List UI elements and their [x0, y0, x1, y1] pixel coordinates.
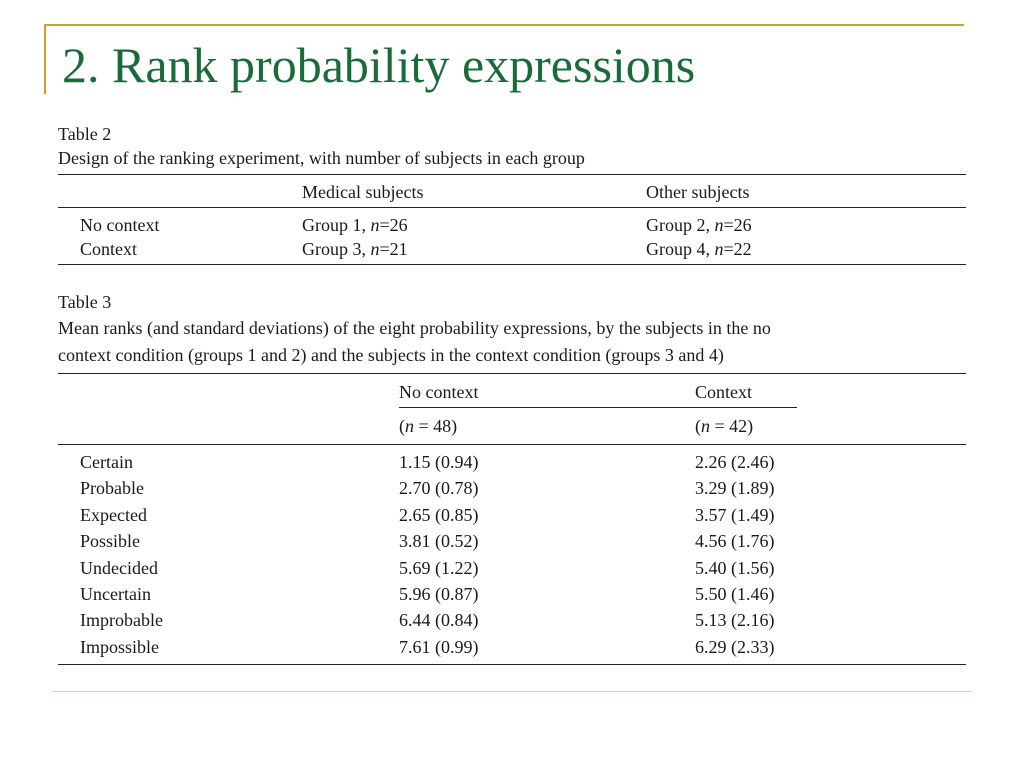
table3-cell-context: 3.29 (1.89) [695, 478, 775, 499]
table3-caption-line1: Mean ranks (and standard deviations) of the eight probability expressions, by the subjects in the no [58, 318, 771, 338]
table2-row-label: Context [80, 239, 137, 259]
table3-cell-context: 3.57 (1.49) [695, 504, 775, 525]
table3-cell-no-context: 5.96 (0.87) [399, 584, 479, 604]
table2-col-other: Other subjects [646, 182, 750, 202]
table2-header-rule [58, 207, 966, 208]
table2-caption: Design of the ranking experiment, with number of subjects in each group [58, 148, 585, 168]
table3-row-label: Impossible [80, 636, 159, 657]
table3-cell-context: 5.50 (1.46) [695, 584, 775, 604]
table2-row-label: No context [80, 215, 160, 235]
table3-row-label: Possible [80, 531, 141, 552]
table3-header-rule [58, 444, 966, 445]
table3-col-no-context: No context [399, 382, 479, 402]
table2-top-rule [58, 174, 966, 175]
slide-frame-bottom [52, 691, 972, 692]
table3-cell-context: 2.26 (2.46) [695, 452, 775, 472]
table3-cell-context: 4.56 (1.76) [695, 531, 775, 552]
table2-cell: Group 4, n=22 [646, 239, 752, 259]
table3-top-rule [58, 373, 966, 374]
table2-bottom-rule [58, 264, 966, 265]
table2-cell: Group 1, n=26 [302, 215, 408, 235]
table3-n-context: (n = 42) [695, 416, 754, 436]
table3-label: Table 3 [58, 292, 112, 312]
table3-n-no-context: (n = 48) [399, 416, 458, 436]
table3-cell-no-context: 3.81 (0.52) [399, 531, 479, 552]
table3-cell-context: 6.29 (2.33) [695, 636, 775, 657]
table3-cell-no-context: 7.61 (0.99) [399, 636, 479, 657]
table3-cell-no-context: 6.44 (0.84) [399, 610, 479, 631]
table3-col-context: Context [695, 382, 752, 402]
slide-frame-top [44, 24, 964, 26]
table3-row-label: Uncertain [80, 584, 151, 604]
table3-caption-line2: context condition (groups 1 and 2) and the subjects in the context condition (groups 3 and 4) [58, 345, 724, 365]
table3-row-label: Certain [80, 452, 133, 472]
table3-cell-context: 5.13 (2.16) [695, 610, 775, 631]
table3-spanner-rule [399, 407, 797, 408]
table2-label: Table 2 [58, 124, 112, 144]
table3-row-label: Improbable [80, 610, 163, 631]
table3-row-label: Undecided [80, 557, 158, 578]
table2-cell: Group 3, n=21 [302, 239, 408, 259]
table2-cell: Group 2, n=26 [646, 215, 752, 235]
table3-cell-context: 5.40 (1.56) [695, 557, 775, 578]
table3-cell-no-context: 1.15 (0.94) [399, 452, 479, 472]
table3-cell-no-context: 5.69 (1.22) [399, 557, 479, 578]
slide-frame-left [44, 24, 46, 94]
slide-title: 2. Rank probability expressions [62, 37, 696, 93]
table3-row-label: Expected [80, 504, 147, 525]
table3-bottom-rule [58, 664, 966, 665]
table2-col-medical: Medical subjects [302, 182, 424, 202]
table3-row-label: Probable [80, 478, 144, 499]
table3-cell-no-context: 2.70 (0.78) [399, 478, 479, 499]
table3-cell-no-context: 2.65 (0.85) [399, 504, 479, 525]
